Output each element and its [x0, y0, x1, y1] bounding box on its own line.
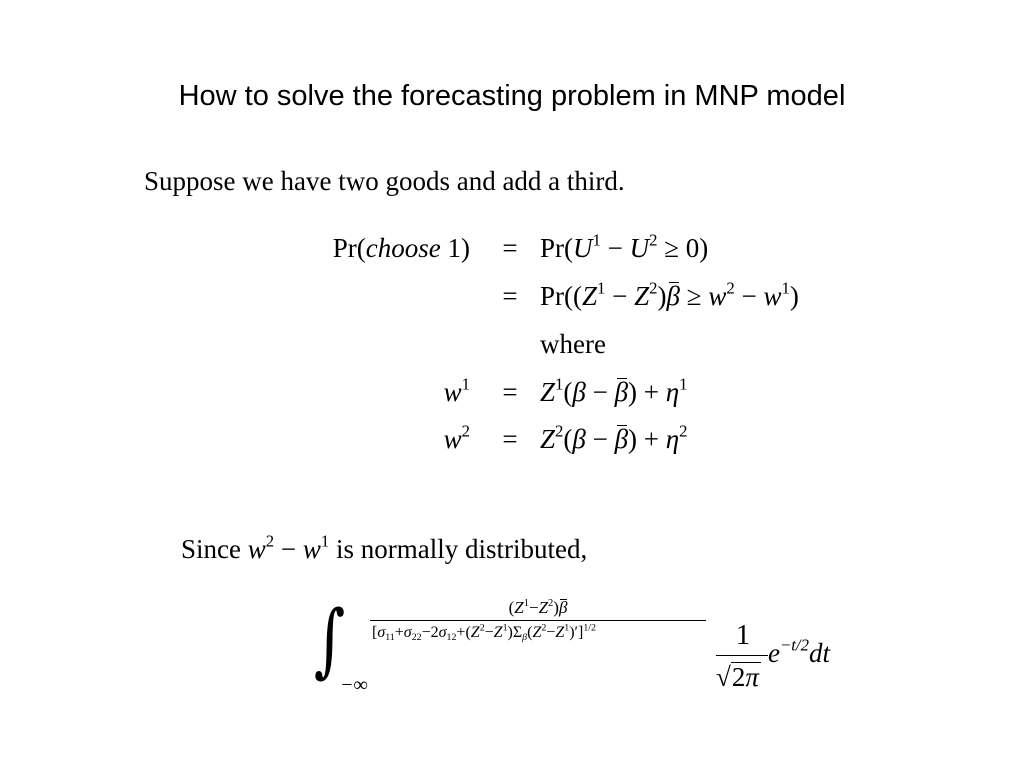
- fraction-numerator: 1: [735, 619, 751, 651]
- eq4-lhs: $w^1$: [443, 374, 470, 407]
- integral-upper-fraction-line: [370, 620, 706, 621]
- eq2-rhs: $Pr((Z^1 - Z^2)\beta \ge w^2 - w^1)$: [540, 278, 799, 311]
- fraction-denominator: [716, 660, 761, 694]
- slide-title: How to solve the forecasting problem in MNP model: [178, 80, 846, 112]
- sqrt-radicand: 2π: [731, 662, 759, 692]
- eq5-equals: =: [502, 424, 518, 454]
- integral-lower-limit: −∞: [340, 674, 368, 696]
- fraction-line: [716, 655, 768, 656]
- integral-upper-denominator: $[\sigma_{11}+\sigma_{22}-2\sigma_{12}+(Z^2-Z^1)\Sigma_\beta(Z^2-Z^1)']^{1/2}$: [372, 622, 597, 643]
- eq2-equals: =: [502, 281, 518, 311]
- eq1-rhs: $Pr(U^1 - U^2 \ge 0)$: [540, 230, 709, 263]
- sqrt-sign: √: [716, 662, 731, 692]
- eq4-rhs: $Z^1(\beta - \beta) + \eta^1$: [540, 374, 688, 407]
- exponential-term: $e^{-t/2}dt$: [768, 635, 830, 668]
- eq5-lhs: $w^2$: [443, 421, 470, 454]
- eq1-equals: =: [502, 233, 518, 263]
- intro-text: Suppose we have two goods and add a third.: [144, 166, 625, 196]
- integral-sign: ∫: [314, 593, 346, 686]
- integral-upper-numerator: $(Z^1-Z^2)\beta$: [508, 597, 568, 617]
- since-text: Since $w^2 - w^1$ is normally distributed,: [181, 531, 588, 564]
- eq5-rhs: $Z^2(\beta - \beta) + \eta^2$: [540, 421, 688, 454]
- eq1-lhs: Pr(choose 1): [332, 233, 470, 263]
- eq-where-text: where: [540, 329, 606, 359]
- eq4-equals: =: [502, 377, 518, 407]
